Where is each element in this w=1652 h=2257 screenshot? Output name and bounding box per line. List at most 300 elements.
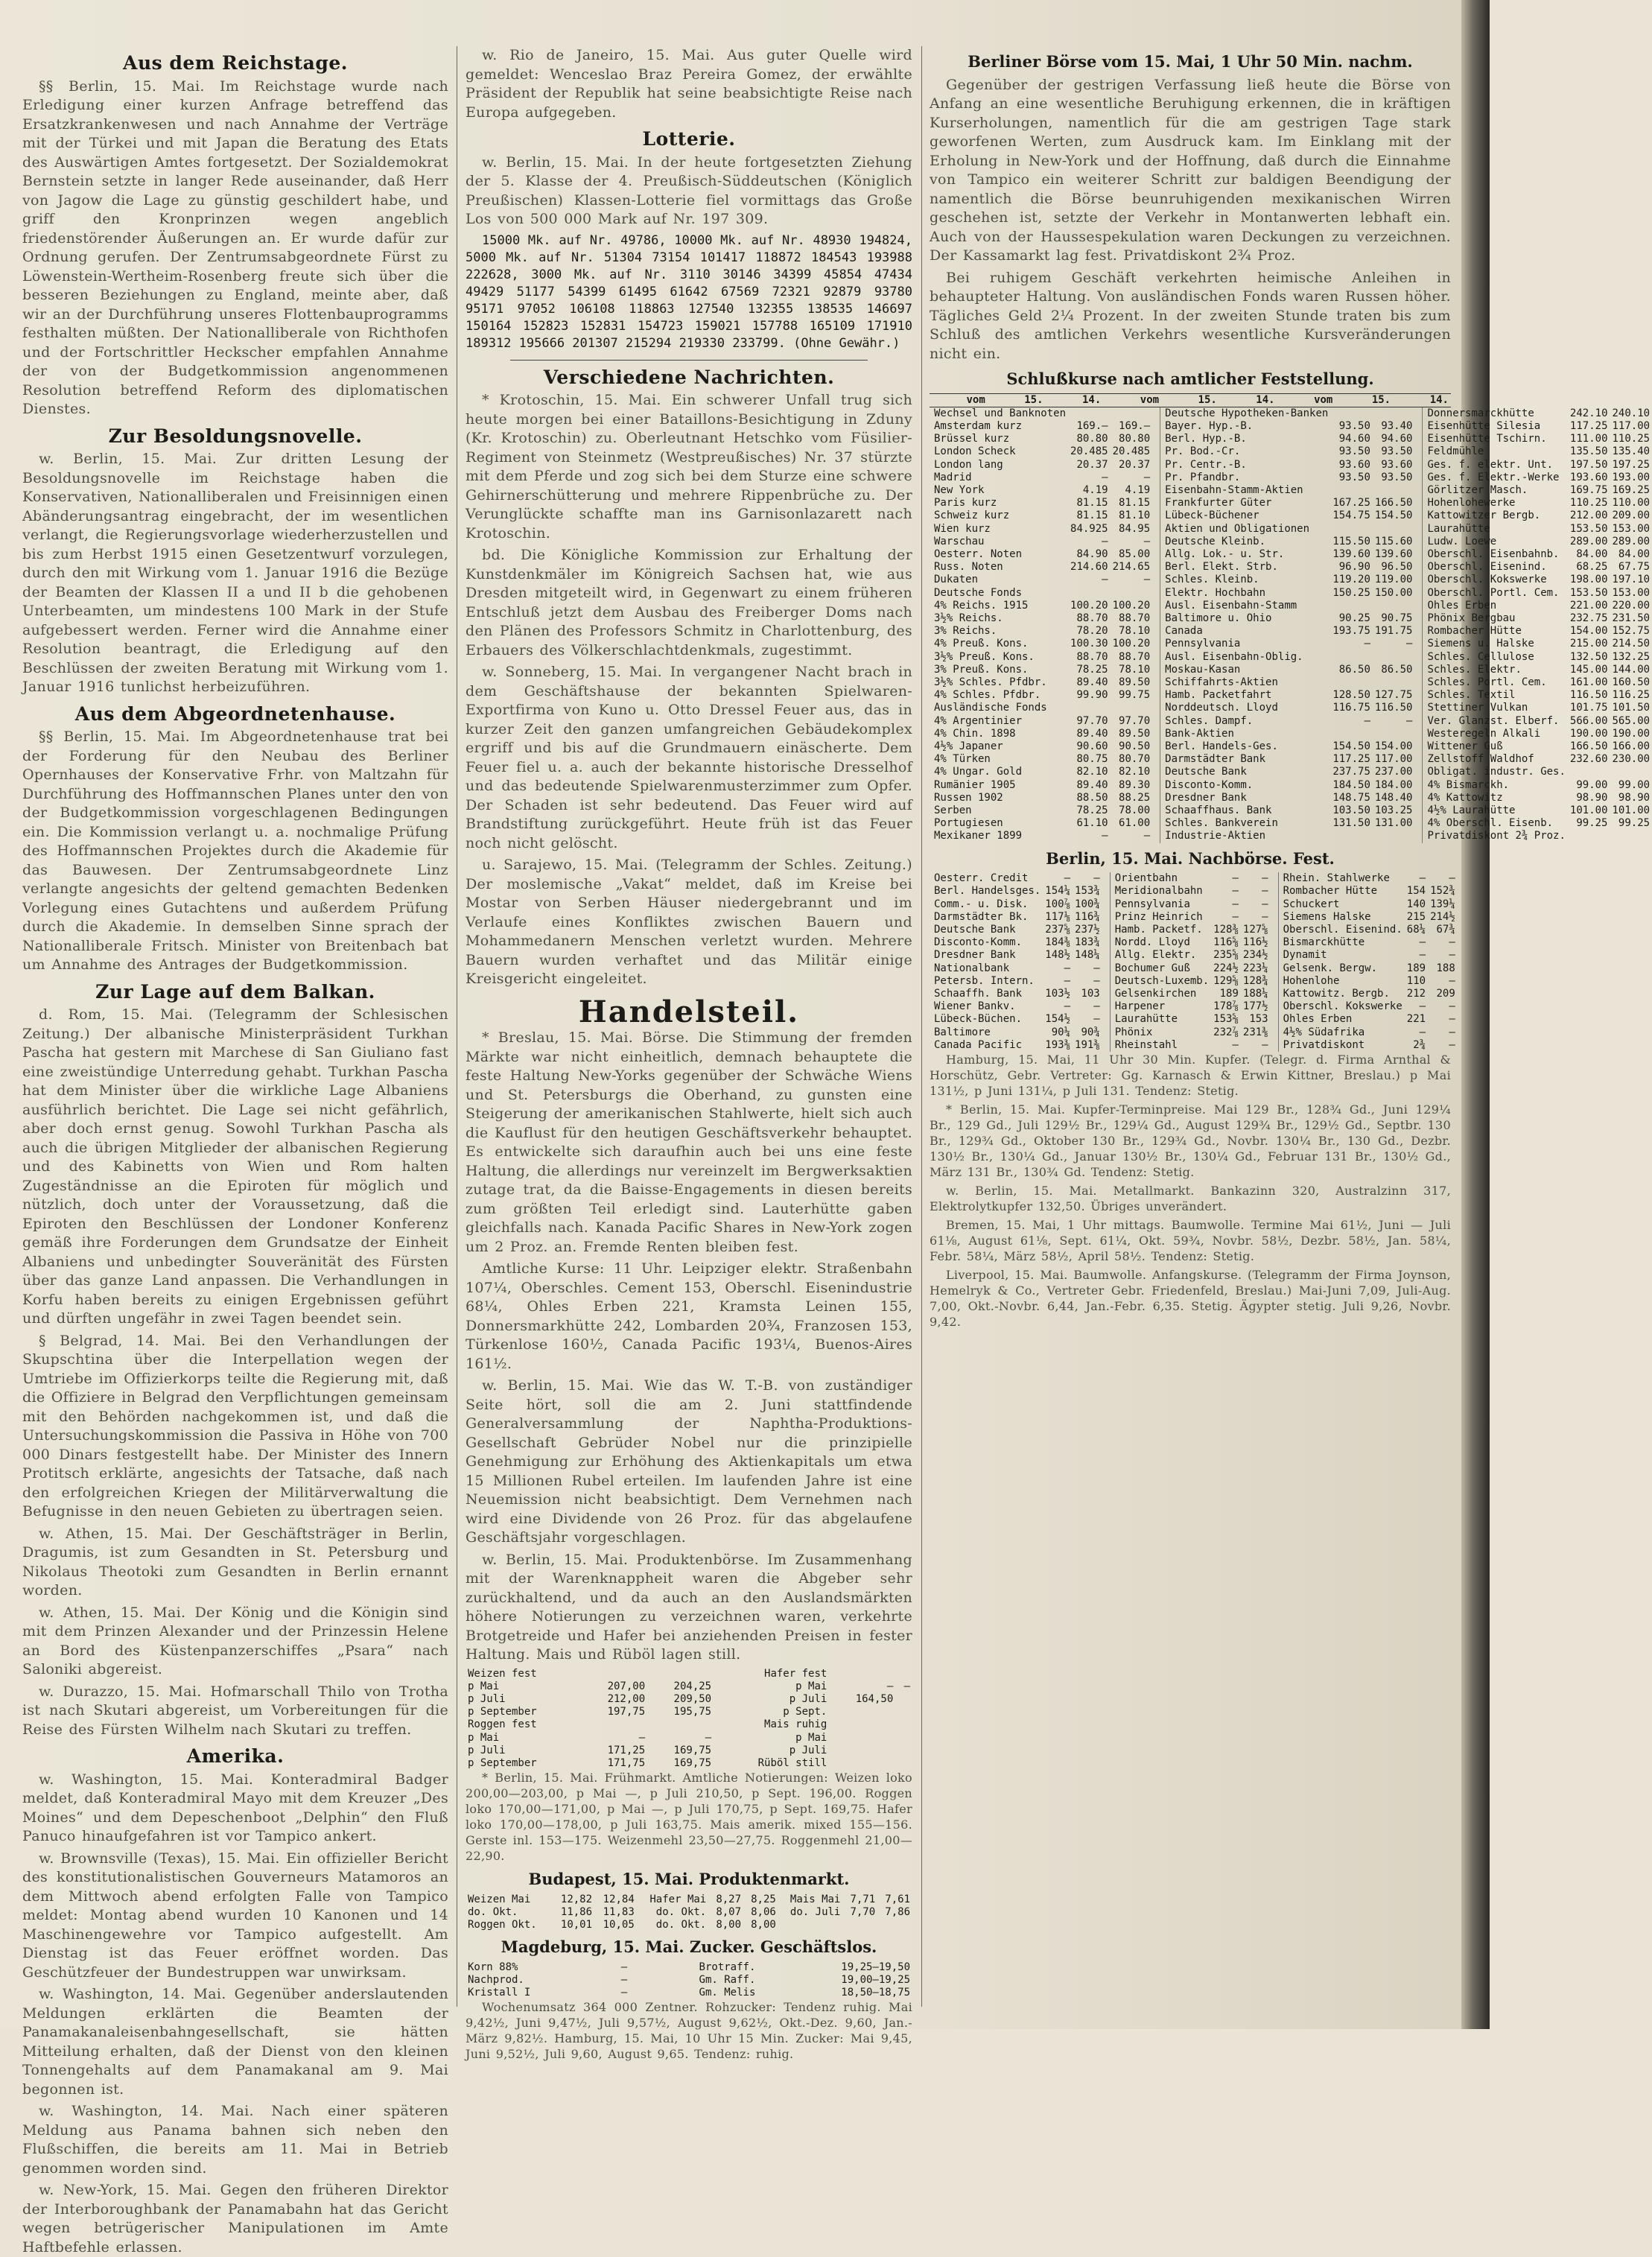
row-value: 80.75 [1068, 753, 1111, 766]
row-value: 90.75 [1373, 612, 1415, 625]
row-value: 212.00 [1568, 510, 1610, 522]
row-value: 184⅜ [1043, 936, 1073, 949]
table-row [1113, 1013, 1271, 1026]
row-value: 80.80 [1068, 433, 1111, 445]
table-row [932, 715, 1152, 728]
table-row [1425, 817, 1652, 830]
headline-amerika: Amerika. [22, 1747, 448, 1766]
table-row [1425, 766, 1652, 778]
row-value: 11,83 [594, 1906, 637, 1919]
row-label: Ges. f. elektr. Unt. [1425, 459, 1567, 472]
row-value: — [1428, 1039, 1458, 1052]
header-cell: vom [1103, 393, 1161, 407]
row-label: Nordd. Lloyd [1113, 936, 1211, 949]
row-value: 148½ [1043, 949, 1073, 962]
row-value: 117.00 [1373, 753, 1415, 766]
row-label: Kattowitzer Bergb. [1425, 510, 1567, 522]
row-label: Schles. Textil [1425, 689, 1567, 702]
table-row [932, 497, 1152, 510]
row-value: — [1405, 1000, 1428, 1013]
row-label: Deutsche Kleinb. [1163, 536, 1330, 548]
headline-magdeburg: Magdeburg, 15. Mai. Zucker. Geschäftslos. [466, 1937, 912, 1957]
row-value: 207,00 [581, 1680, 647, 1693]
row-label: Oberschl. Kokswerke [1281, 1000, 1405, 1013]
nachboerse-rows-1 [932, 872, 1102, 1052]
row-value: 139¼ [1428, 898, 1458, 911]
row-label: Comm.- u. Disk. [932, 898, 1043, 911]
table-row [932, 728, 1152, 740]
row-value: 242.10 [1568, 407, 1610, 420]
table-row [1425, 472, 1652, 484]
row-value: — [1428, 1000, 1458, 1013]
table-row [932, 830, 1152, 842]
row-value: 230.00 [1610, 753, 1652, 766]
table-row [932, 817, 1152, 830]
row-value: 169,75 [647, 1757, 714, 1770]
row-label: Lübeck-Büchen. [932, 1013, 1043, 1026]
row-value: 78.25 [1068, 664, 1111, 676]
header-cell: 14. [1219, 393, 1277, 407]
article-amerika-washington-1: w. Washington, 15. Mai. Konteradmiral Badger meldet, daß Konteradmiral Mayo mit dem Kreuzer „Des Moines“ und dem Depeschenboot „Delphin“ den Fluß Panuco hinaufgefahren ist vor Tampico ankert. [22, 1771, 448, 1847]
table-row [1113, 872, 1271, 885]
row-value: 154½ [1043, 1013, 1073, 1026]
row-label: Wittener Guß [1425, 740, 1567, 753]
row-value: 116.75 [1330, 702, 1373, 714]
row-value: 67¾ [1428, 924, 1458, 936]
article-reichstag: §§ Berlin, 15. Mai. Im Reichstage wurde nach Erledigung einer kurzen Anfrage betreffend das Ersatzkrankenwesen und nach Annahme der Verträge mit der Türkei und mit Japan die Beratung des Etats des Auswärtigen Amtes fortgesetzt. Der Sozialdemokrat Bernstein setzte in langer Rede auseinander, daß Herr von Jagow die Lage zu günstig geschildert habe, und griff den Kronprinzen wegen angeblich friedenstörender Äußerungen an. Er wurde dafür zur Ordnung gerufen. Der Zentrumsabgeordnete Fürst zu Löwenstein-Wertheim-Rosenberg freute sich über die besseren Beziehungen zu England, meinte aber, daß wir an der Durchführung unseres Flottenbauprogramms festhalten müßten. Der Nationalliberale von Richthofen und der Fortschrittler Heckscher empfahlen Annahme der von der Budgetkommission angenommenen Resolution betreffend Reform des diplomatischen Dienstes. [22, 77, 448, 419]
table-row [1425, 638, 1652, 650]
row-value: 166.00 [1610, 740, 1652, 753]
row-value: — [1111, 830, 1153, 842]
row-label: Laurahütte [1113, 1013, 1211, 1026]
row-label: Ges. f. Elektr.-Werke [1425, 472, 1567, 484]
schlusskurse-block-1 [930, 407, 1152, 843]
row-label: p September [466, 1706, 581, 1718]
row-label: Darmstädter Bank [1163, 753, 1330, 766]
table-row [932, 753, 1152, 766]
article-krotoschin: * Krotoschin, 15. Mai. Ein schwerer Unfall trug sich heute morgen bei einer Bataillons-Besichtigung in Zduny (Kr. Krotoschin) zu. Oberleutnant Hetschko vom Füsilier-Regiment von Steinmetz (Westpreußisches) Nr. 37 stürzte mit dem Pferde und zog sich bei dem Sturze eine schwere Gehirnerschütterung und mehrere Rippenbrüche zu. Der Verunglückte schaffte man ins Garnisonlazarett nach Krotoschin. [466, 391, 912, 543]
row-value: 103.50 [1330, 804, 1373, 817]
table-row [932, 433, 1152, 445]
row-value [647, 1718, 714, 1731]
table-row [932, 792, 1152, 804]
table-row [1163, 689, 1414, 702]
row-label: Moskau-Kasan [1163, 664, 1330, 676]
table-row [932, 420, 1152, 433]
row-value: 82.10 [1068, 766, 1111, 778]
row-value [1330, 651, 1373, 664]
row-value: 100.20 [1111, 600, 1153, 612]
row-value: — [1405, 949, 1428, 962]
article-freiberg: bd. Die Königliche Kommission zur Erhaltung der Kunstdenkmäler im Königreich Sachsen hat, wie aus Dresden mitgeteilt wird, in Gegenwart zu einem früheren Entschluß jetzt dem Ausbau des Freiberger Doms nach den Plänen des Professors Schmitz in Charlottenburg, des Erbauers des Völkerschlachtdenkmals, zugestimmt. [466, 546, 912, 660]
budapest-rows [466, 1893, 912, 1932]
row-value: 188 [1428, 962, 1458, 975]
table-row [1113, 949, 1271, 962]
row-value: — [1241, 1039, 1271, 1052]
row-value: — [1405, 872, 1428, 885]
table-row [1113, 936, 1271, 949]
table-row [932, 779, 1152, 792]
row-value: 150.25 [1330, 587, 1373, 600]
table-row [1281, 949, 1458, 962]
table-row [932, 472, 1152, 484]
row-label: Deutsche Hypotheken-Banken [1163, 407, 1330, 420]
row-label: Ausl. Eisenbahn-Oblig. [1163, 651, 1330, 664]
row-value: — [1241, 911, 1271, 924]
row-value: 88.70 [1111, 612, 1153, 625]
row-value: Gm. Raff. [629, 1974, 757, 1987]
row-value: — [829, 1680, 895, 1693]
table-row [1113, 975, 1271, 988]
row-label: Russen 1902 [932, 792, 1068, 804]
headline-lotterie: Lotterie. [466, 130, 912, 149]
table-row [932, 484, 1152, 497]
row-value: 20.485 [1111, 445, 1153, 458]
table-row [932, 676, 1152, 689]
row-label: Hamb. Packetf. [1113, 924, 1211, 936]
row-value: 8,00 [743, 1919, 778, 1931]
row-label: 4% Kattowitz [1425, 792, 1567, 804]
row-value: Mais Mai [778, 1893, 843, 1906]
table-row [1425, 792, 1652, 804]
article-liverpool-baumwolle: Liverpool, 15. Mai. Baumwolle. Anfangskurse. (Telegramm der Firma Joynson, Hemelryk & Co., Vertreter Gebr. Friedenfeld, Breslau.) Mai-Juni 7,09, Juli-Aug. 7,00, Okt.-Novbr. 6,44, Jan.-Febr. 6,35. Stetig. Ägypter stetig. Juli 9,26, Novbr. 9,42. [930, 1267, 1451, 1330]
row-value: 191⅜ [1073, 1039, 1102, 1052]
table-row [932, 702, 1152, 714]
row-value: 88.50 [1068, 792, 1111, 804]
table-row [1163, 664, 1414, 676]
row-value: 89.30 [1111, 779, 1153, 792]
row-value [1330, 676, 1373, 689]
row-label: Eisenbahn-Stamm-Aktien [1163, 484, 1330, 497]
article-balkan-rom: d. Rom, 15. Mai. (Telegramm der Schlesischen Zeitung.) Der albanische Ministerpräsident Turkhan Pascha hat gestern mit Marchese di San Giuliano fast eine zweistündige Unterredung gehabt. Turkhan Pascha hat dem Minister über die wirkliche Lage Albaniens ausführlich berichtet. Die Lage sei nicht gefährlich, aber doch ernst genug. Sowohl Turkhan Pascha als auch die übrigen Mitglieder der albanischen Regierung und des Kabinetts von Wien und Rom halten Zugeständnisse an die Epiroten für möglich und nützlich, doch unter der Voraussetzung, daß die Epiroten den Beschlüssen der Londoner Konferenz gemäß ihre Forderungen dem Grundsatze der Einheit Albaniens und unbedingter Souveränität des Fürsten über das ganze Land anpassen. Die Verhandlungen in Korfu haben bereits zu einigen Ergebnissen geführt und dürften ungefähr in zwei Tagen beendet sein. [22, 1006, 448, 1329]
row-value [1610, 830, 1652, 842]
column-3 [930, 46, 1451, 2014]
row-label: London Scheck [932, 445, 1068, 458]
row-value: 115.50 [1330, 536, 1373, 548]
produkten-table [466, 1668, 912, 1771]
row-label: 4% Argentinier [932, 715, 1068, 728]
row-value: Mais ruhig [714, 1718, 829, 1731]
row-value: 212 [1405, 988, 1428, 1000]
row-value: 89.50 [1111, 676, 1153, 689]
nachboerse-block-1 [930, 872, 1102, 1052]
budapest-table [466, 1893, 912, 1932]
headline-balkan: Zur Lage auf dem Balkan. [22, 983, 448, 1002]
row-label: Oesterr. Noten [932, 548, 1068, 561]
table-row [932, 1000, 1102, 1013]
row-value: 193⅜ [1043, 1039, 1073, 1052]
table-row [1163, 459, 1414, 472]
table-row [1163, 728, 1414, 740]
table-row [932, 574, 1152, 586]
row-value: 82.10 [1111, 766, 1153, 778]
article-sonneberg: w. Sonneberg, 15. Mai. In vergangener Nacht brach in dem Geschäftshause der bekannten Spielwaren-Exportfirma von Kuno u. Otto Dressel Feuer aus, das in kurzer Zeit den ganzen umfangreichen Gebäudekomplex ergriff und bis auf die Grundmauern einäscherte. Dem Feuer fiel u. a. auch der bekannte historische Dresselhof und das bedeutende Spielwarenmusterzimmer zum Opfer. Der Schaden ist sehr bedeutend. Das Feuer wird auf Brandstiftung zurückgeführt. Heute früh ist das Feuer noch nicht gelöscht. [466, 663, 912, 853]
row-value [877, 1919, 912, 1931]
row-value: 61.00 [1111, 817, 1153, 830]
column-rule-2 [921, 46, 922, 2007]
row-label: Rhein. Stahlwerke [1281, 872, 1405, 885]
row-value: 224½ [1211, 962, 1241, 975]
table-row [466, 1680, 912, 1693]
row-value: 2¾ [1405, 1039, 1428, 1052]
lotterie-numbers: 15000 Mk. auf Nr. 49786, 10000 Mk. auf Nr. 48930 194824, 5000 Mk. auf Nr. 51304 73154 101417 118872 184543 193988 222628, 3000 Mk. auf Nr. 3110 30146 34399 45854 47434 49429 51177 54399 61495 61642 67569 72321 92879 93780 95171 97052 106108 118863 127540 132355 138535 146697 150164 152823 152831 154723 159021 157788 165109 171910 189312 195666 201307 215294 219330 233799. (Ohne Gewähr.) [466, 232, 912, 352]
row-label: Ludw. Loewe [1425, 536, 1567, 548]
schlusskurse-rows-2 [1163, 407, 1414, 843]
table-row [932, 766, 1152, 778]
row-label: p Juli [466, 1745, 581, 1757]
row-value: 169.— [1068, 420, 1111, 433]
row-value: 128.50 [1330, 689, 1373, 702]
table-row [1281, 1013, 1458, 1026]
row-value: — [1073, 1013, 1102, 1026]
row-label: 3½% Preuß. Kons. [932, 651, 1068, 664]
row-value: 110.25 [1610, 433, 1652, 445]
row-label: Roggen Okt. [466, 1919, 552, 1931]
row-label: Orientbahn [1113, 872, 1211, 885]
row-value: 101.50 [1610, 702, 1652, 714]
column-1 [22, 46, 448, 2014]
row-label: Pr. Centr.-B. [1163, 459, 1330, 472]
table-row [466, 1706, 912, 1718]
table-row [1163, 536, 1414, 548]
row-label: Allg. Lok.- u. Str. [1163, 548, 1330, 561]
row-label: Oberschl. Eisenind. [1281, 924, 1405, 936]
article-produktenboerse: w. Berlin, 15. Mai. Produktenbörse. Im Zusammenhang mit der Warenknappheit waren die Abgeber sehr zurückhaltend, und da auch an den Auslandsmärkten höhere Notierungen zu verzeichnen waren, verkehrte Brotgetreide und Hafer bei anziehenden Preisen in fester Haltung. Mais und Rüböl lagen still. [466, 1551, 912, 1665]
table-row [466, 1668, 912, 1680]
table-row [1163, 676, 1414, 689]
row-value: 4.19 [1068, 484, 1111, 497]
row-label: Bayer. Hyp.-B. [1163, 420, 1330, 433]
row-value: 189 [1405, 962, 1428, 975]
row-value: 81.15 [1068, 497, 1111, 510]
row-label: Ausl. Eisenbahn-Stamm [1163, 600, 1330, 612]
row-value: — [581, 1732, 647, 1745]
column-2 [466, 46, 912, 2014]
row-label: Schuckert [1281, 898, 1405, 911]
table-row [466, 1961, 912, 1974]
row-value: 8,27 [708, 1893, 743, 1906]
row-label: Weizen Mai [466, 1893, 552, 1906]
row-value: 89.40 [1068, 728, 1111, 740]
row-value: 84.95 [1111, 523, 1153, 536]
row-value: — [1373, 715, 1415, 728]
row-value: 171,25 [581, 1745, 647, 1757]
table-row [1425, 740, 1652, 753]
row-value: 111.00 [1568, 433, 1610, 445]
table-row [1113, 898, 1271, 911]
row-value [1373, 676, 1415, 689]
table-row [932, 804, 1152, 817]
row-value: 214.50 [1610, 638, 1652, 650]
table-row [1425, 651, 1652, 664]
row-label: 4½% Laurahütte [1425, 804, 1567, 817]
row-value: 20.37 [1068, 459, 1111, 472]
row-label: Donnersmarckhütte [1425, 407, 1567, 420]
row-value: 89.40 [1068, 779, 1111, 792]
row-label: 3% Reichs. [932, 625, 1068, 638]
row-value: 154.75 [1330, 510, 1373, 522]
row-value: 8,07 [708, 1906, 743, 1919]
row-value: 100.30 [1068, 638, 1111, 650]
row-value: — [1241, 898, 1271, 911]
row-value [1373, 407, 1415, 420]
row-value: 129⅝ [1211, 975, 1241, 988]
row-value: 99.25 [1610, 817, 1652, 830]
row-value: 90.60 [1068, 740, 1111, 753]
table-row [932, 523, 1152, 536]
table-row [1425, 433, 1652, 445]
row-value: — [647, 1732, 714, 1745]
table-row [1425, 548, 1652, 561]
table-row [1113, 988, 1271, 1000]
row-value [1373, 600, 1415, 612]
row-value: 117.25 [1568, 420, 1610, 433]
table-row [1281, 988, 1458, 1000]
row-label: Gelsenk. Bergw. [1281, 962, 1405, 975]
row-value: — [1428, 949, 1458, 962]
row-value: 88.70 [1111, 651, 1153, 664]
row-value [1111, 702, 1153, 714]
table-row [1425, 536, 1652, 548]
article-balkan-belgrad: § Belgrad, 14. Mai. Bei den Verhandlungen der Skupschtina über die Interpellation wegen der Umtriebe im Offizierkorps teilte die Regierung mit, daß die Offiziere in Belgrad den Verpflichtungen gemeinsam mit den Behörden nachgekommen ist, und daß die Untersuchungskommission die Passiva in Höhe von 700 000 Dinars festgestellt habe. Der Minister des Innern Protitsch erklärte, angesichts der Tatsache, daß nach den erfolgreichen Kriegen der Militärverwaltung die Befugnisse in den neuen Gebieten zu übertragen seien. [22, 1332, 448, 1522]
row-value [647, 1668, 714, 1680]
row-label: Darmstädter Bk. [932, 911, 1043, 924]
row-value: 78.00 [1111, 804, 1153, 817]
row-value: 234½ [1241, 949, 1271, 962]
row-value: 188¼ [1241, 988, 1271, 1000]
row-value: 93.40 [1373, 420, 1415, 433]
row-value [1373, 484, 1415, 497]
table-row [466, 1974, 912, 1987]
table-row [932, 872, 1102, 885]
row-value: 153.00 [1610, 523, 1652, 536]
row-value: — [1068, 472, 1111, 484]
row-value: 110 [1405, 975, 1428, 988]
row-value: 116.50 [1373, 702, 1415, 714]
header-cell: 15. [988, 393, 1046, 407]
table-row [1113, 924, 1271, 936]
row-value: 565.00 [1610, 715, 1652, 728]
row-value: 178⅞ [1211, 1000, 1241, 1013]
row-label: Deutsche Bank [932, 924, 1043, 936]
row-value: — [1043, 872, 1073, 885]
row-value: 84.00 [1568, 548, 1610, 561]
row-value: 90¾ [1073, 1026, 1102, 1039]
row-label: Dukaten [932, 574, 1068, 586]
row-label: Brüssel kurz [932, 433, 1068, 445]
row-value: 193.00 [1610, 472, 1652, 484]
article-besoldungsnovelle: w. Berlin, 15. Mai. Zur dritten Lesung der Besoldungsnovelle im Reichstage haben die Konservativen, Nationalliberalen und Freisinnigen einen Abänderungsantrag eingebracht, der im wesentlichen verlangt, die Regierungsvorlage wiederherzustellen und bis zum Herbst 1915 einen Gesetzentwurf vorzulegen, durch den mit Wirkung vom 1. Januar 1916 die Bezüge der Beamten der Klassen II a und II b die gehobenen Unterbeamten, um mindestens 100 Mark in der Stufe aufgebessert werden. Ferner wird die Annahme einer Resolution beantragt, die Erledigung auf den Beschlüssen der zweiten Beratung mit Wirkung vom 1. Januar 1916 tunlichst herbeizuführen. [22, 450, 448, 697]
row-label: Schles. Dampf. [1163, 715, 1330, 728]
row-label: Deutsch-Luxemb. [1113, 975, 1211, 988]
table-row [1163, 830, 1414, 842]
table-row [466, 1718, 912, 1731]
row-label: Berl. Elekt. Strb. [1163, 561, 1330, 574]
table-row [1281, 1026, 1458, 1039]
row-label: Gelsenkirchen [1113, 988, 1211, 1000]
row-label: Schles. Cellulose [1425, 651, 1567, 664]
row-label: Hamb. Packetfahrt [1163, 689, 1330, 702]
headline-budapest: Budapest, 15. Mai. Produktenmarkt. [466, 1870, 912, 1889]
row-value: 93.50 [1330, 445, 1373, 458]
row-value: 78.20 [1068, 625, 1111, 638]
row-value: 88.25 [1111, 792, 1153, 804]
row-value: — [1211, 911, 1241, 924]
row-value: 198.00 [1568, 574, 1610, 586]
row-value: 93.60 [1330, 459, 1373, 472]
row-label: Roggen fest [466, 1718, 581, 1731]
row-value: 191.75 [1373, 625, 1415, 638]
row-value: 214½ [1428, 911, 1458, 924]
row-value: 7,71 [842, 1893, 877, 1906]
row-value: do. Okt. [637, 1919, 708, 1931]
row-value: 90.50 [1111, 740, 1153, 753]
row-value: do. Okt. [637, 1906, 708, 1919]
table-row [1425, 728, 1652, 740]
row-value: — [895, 1680, 912, 1693]
schlusskurse-rows-1 [932, 407, 1152, 843]
row-value: — [1241, 872, 1271, 885]
row-value: 88.70 [1068, 651, 1111, 664]
row-value: 81.15 [1068, 510, 1111, 522]
row-value: 93.50 [1330, 420, 1373, 433]
row-label: Schweiz kurz [932, 510, 1068, 522]
row-value: — [1068, 536, 1111, 548]
table-row [932, 1026, 1102, 1039]
row-value: 96.50 [1373, 561, 1415, 574]
row-value: 90¼ [1043, 1026, 1073, 1039]
table-row [932, 561, 1152, 574]
row-value: 164,50 [829, 1693, 895, 1706]
produkten-rows [466, 1668, 912, 1771]
header-cell: 14. [1393, 393, 1451, 407]
row-label: 4% Reichs. 1915 [932, 600, 1068, 612]
row-value: 215 [1405, 911, 1428, 924]
headline-berliner-boerse: Berliner Börse vom 15. Mai, 1 Uhr 50 Min. nachm. [930, 52, 1451, 72]
row-label: Siemens Halske [1281, 911, 1405, 924]
row-label: Dresdner Bank [1163, 792, 1330, 804]
table-row [1113, 1000, 1271, 1013]
table-row [932, 445, 1152, 458]
row-value: 119.20 [1330, 574, 1373, 586]
row-value: 99.00 [1610, 779, 1652, 792]
table-row [932, 600, 1152, 612]
row-value: 132.50 [1568, 651, 1610, 664]
row-value: 93.60 [1373, 459, 1415, 472]
table-row [1163, 753, 1414, 766]
row-value: 140 [1405, 898, 1428, 911]
row-label: Rumänier 1905 [932, 779, 1068, 792]
row-label: Pr. Pfandbr. [1163, 472, 1330, 484]
article-sarajewo: u. Sarajewo, 15. Mai. (Telegramm der Schles. Zeitung.) Der moslemische „Vakat“ meldet, daß im Kreise bei Mostar von Serben Häuser niedergebrannt und im Verlaufe eines Konfliktes zwischen Bauern und Mohammedanern Menschen verletzt wurden. Mehrere Bauern wurden verhaftet und das Militär einige Kreisgericht eingeleitet. [466, 856, 912, 989]
row-value: 166.50 [1568, 740, 1610, 753]
row-label: Schles. Elektr. [1425, 664, 1567, 676]
row-label: Ausländische Fonds [932, 702, 1068, 714]
row-value: 10,01 [552, 1919, 594, 1931]
row-label: Baltimore [932, 1026, 1043, 1039]
row-label: Oesterr. Credit [932, 872, 1043, 885]
row-value: 110.00 [1610, 497, 1652, 510]
row-label: Westeregeln Alkali [1425, 728, 1567, 740]
article-balkan-durazzo: w. Durazzo, 15. Mai. Hofmarschall Thilo von Trotha ist nach Skutari abgereist, um Vorbereitungen für die Reise des Fürsten Wilhelm nach Skutari zu treffen. [22, 1683, 448, 1740]
headline-besoldungsnovelle: Zur Besoldungsnovelle. [22, 427, 448, 446]
table-row [1113, 1039, 1271, 1052]
row-value: 116.25 [1610, 689, 1652, 702]
row-label: Dresdner Bank [932, 949, 1043, 962]
row-label: Bank-Aktien [1163, 728, 1330, 740]
row-value: — [1241, 885, 1271, 898]
table-row [1163, 740, 1414, 753]
